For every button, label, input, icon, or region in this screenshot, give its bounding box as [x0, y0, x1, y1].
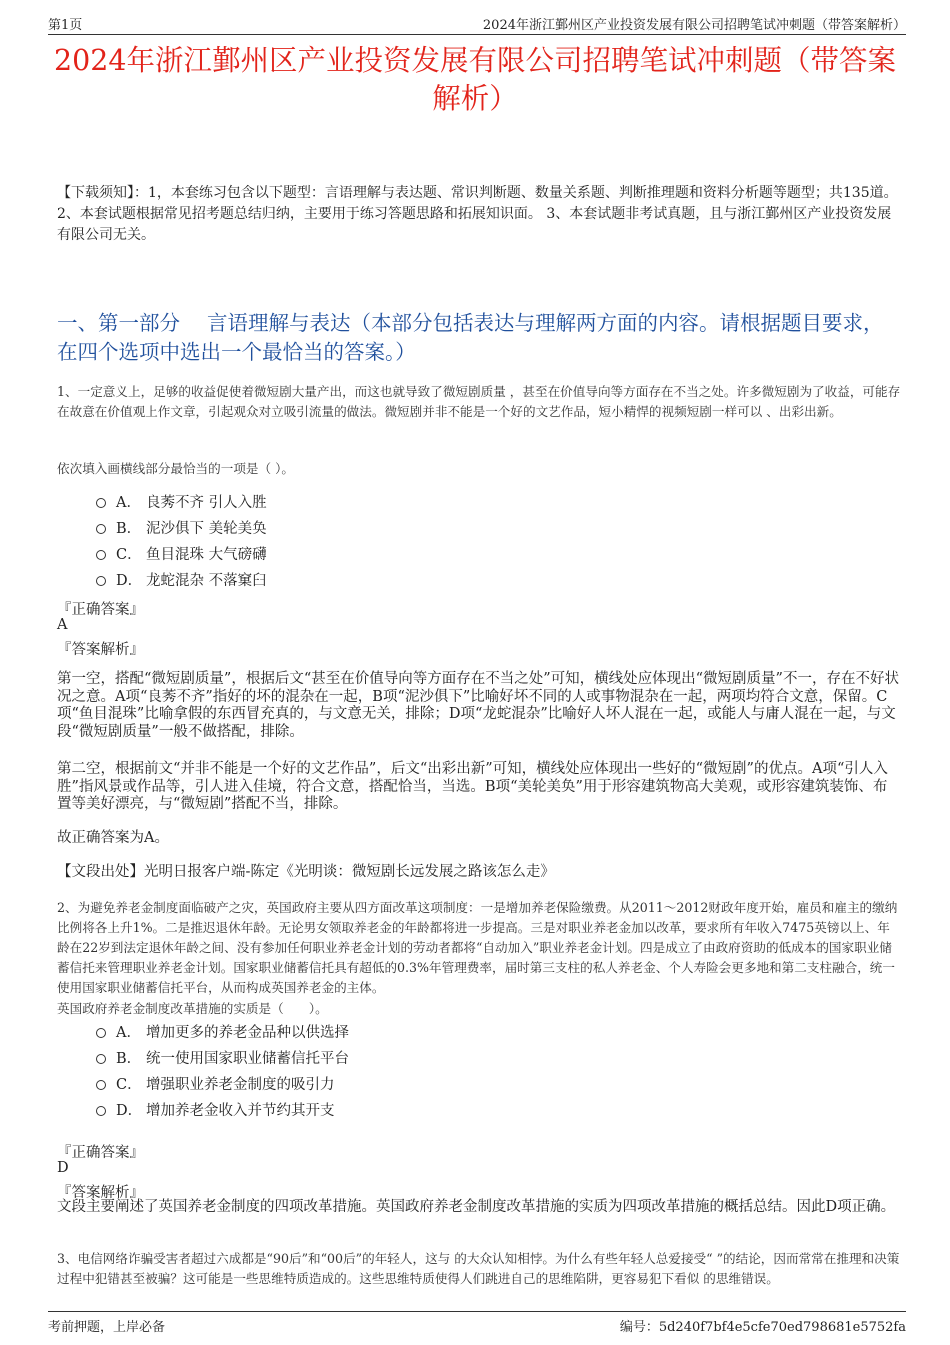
footer-serial: 编号：5d240f7bf4e5cfe70ed798681e5752fa [619, 1320, 906, 1335]
radio-icon[interactable] [96, 550, 106, 560]
radio-icon[interactable] [96, 576, 106, 586]
q1-answer: A [57, 617, 68, 633]
q2-analysis: 文段主要阐述了英国养老金制度的四项改革措施。英国政府养老金制度改革措施的实质为四项改革措施的概括总结。因此D项正确。 [57, 1199, 896, 1215]
q1-option-b[interactable]: B． 泥沙俱下 美轮美奂 [96, 517, 267, 538]
page-footer [48, 1311, 906, 1335]
q2-answer: D [57, 1160, 69, 1176]
q1-answer-label: 『正确答案』 [57, 602, 144, 618]
radio-icon[interactable] [96, 1054, 106, 1064]
q1-analysis-1: 第一空，搭配“微短剧质量”，根据后文“甚至在价值导向等方面存在不当之处”可知，横线处应体现出“微短剧质量”不一，存在不好状况之意。A项“良莠不齐”指好的坏的混杂在一起，B项“泥沙俱下”比喻好坏不同的人或事物混杂在一起，两项均符合文意，保留。C项“鱼目混珠”比喻拿假的东西冒充真的，与文意无关，排除；D项“龙蛇混杂”比喻好人坏人混在一起，或能人与庸人混在一起，与文段“微短剧质量”一般不做搭配，排除。 [57, 671, 899, 740]
footer-slogan: 考前押题，上岸必备 [48, 1320, 166, 1335]
radio-icon[interactable] [96, 498, 106, 508]
page-header [48, 10, 906, 35]
question-1-prompt: 依次填入画横线部分最恰当的一项是（ ）。 [57, 461, 294, 476]
q1-analysis-2: 第二空，根据前文“并非不能是一个好的文艺作品”，后文“出彩出新”可知，横线处应体现出一些好的“微短剧”的优点。A项“引人入胜”指风景或作品等，引人进入佳境，符合文意，搭配恰当，当选。B项“美轮美奂”用于形容建筑物高大美观，或形容建筑装饰、布置等美好漂亮，与“微短剧”搭配不当，排除。 [57, 761, 888, 812]
question-2-prompt: 英国政府养老金制度改革措施的实质是（ ）。 [57, 1001, 328, 1016]
q2-analysis-label: 『答案解析』 [57, 1185, 144, 1201]
q2-option-d[interactable]: D． 增加养老金收入并节约其开支 [96, 1099, 335, 1120]
radio-icon[interactable] [96, 1106, 106, 1116]
q2-answer-label: 『正确答案』 [57, 1145, 144, 1161]
radio-icon[interactable] [96, 1080, 106, 1090]
part-heading: 一、第一部分 言语理解与表达（本部分包括表达与理解两方面的内容。请根据题目要求，在四个选项中选出一个最恰当的答案。） [57, 311, 884, 364]
page-number: 第1页 [48, 18, 83, 33]
question-1-text: 1、一定意义上，足够的收益促使着微短剧大量产出，而这也就导致了微短剧质量 ，甚至在价值导向等方面存在不当之处。许多微短剧为了收益，可能存在故意在价值观上作文章，引起观众对立吸引流量的做法。微短剧并非不能是一个好的文艺作品，短小精悍的视频短剧一样可以 、出彩出新。 [57, 384, 901, 419]
question-2-text: 2、为避免养老金制度面临破产之灾，英国政府主要从四方面改革这项制度：一是增加养老保险缴费。从2011～2012财政年度开始，雇员和雇主的缴纳比例将各上升1%。二是推迟退休年龄。无论男女领取养老金的年龄都将进一步提高。三是对职业养老金加以改革，要求所有年收入7475英镑以上、年龄在22岁到法定退休年龄之间、没有参加任何职业养老金计划的劳动者都将“自动加入”职业养老金计划。四是成立了由政府资助的低成本的国家职业储蓄信托来管理职业养老金计划。国家职业储蓄信托具有超低的0.3%年管理费率，届时第三支柱的私人养老金、个人寿险会更多地和第二支柱融合，统一使用国家职业储蓄信托平台，从而构成英国养老金的主体。 [57, 900, 898, 995]
question-3-text: 3、电信网络诈骗受害者超过六成都是“90后”和“00后”的年轻人，这与 的大众认知相悖。为什么有些年轻人总爱接受“ ”的结论，因而常常在推理和决策过程中犯错甚至被骗？这可能是一些思维特质造成的。这些思维特质使得人们跳进自己的思维陷阱，更容易犯下看似 的思维错误。 [57, 1251, 900, 1286]
q2-option-c[interactable]: C． 增强职业养老金制度的吸引力 [96, 1073, 335, 1094]
header-doc-title: 2024年浙江鄞州区产业投资发展有限公司招聘笔试冲刺题（带答案解析） [482, 18, 906, 33]
download-notice: 【下载须知】：1，本套练习包含以下题型：言语理解与表达题、常识判断题、数量关系题、判断推理题和资料分析题等题型；共135道。 2、本套试题根据常见招考题总结归纳，主要用于练习答题思路和拓展知识面。 3、本套试题非考试真题，且与浙江鄞州区产业投资发展有限公司无关。 [57, 185, 898, 243]
radio-icon[interactable] [96, 1028, 106, 1038]
q1-option-c[interactable]: C． 鱼目混珠 大气磅礴 [96, 543, 267, 564]
q2-option-a[interactable]: A． 增加更多的养老金品种以供选择 [96, 1021, 349, 1042]
document-title: 2024年浙江鄞州区产业投资发展有限公司招聘笔试冲刺题（带答案解析） [53, 44, 897, 115]
q1-analysis-label: 『答案解析』 [57, 642, 144, 658]
q1-option-a[interactable]: A． 良莠不齐 引人入胜 [96, 491, 267, 512]
q1-conclusion: 故正确答案为A。 [57, 830, 169, 846]
radio-icon[interactable] [96, 524, 106, 534]
q2-option-b[interactable]: B． 统一使用国家职业储蓄信托平台 [96, 1047, 349, 1068]
q1-option-d[interactable]: D． 龙蛇混杂 不落窠臼 [96, 569, 267, 590]
q1-source: 【文段出处】光明日报客户端-陈定《光明谈：微短剧长远发展之路该怎么走》 [57, 864, 555, 880]
